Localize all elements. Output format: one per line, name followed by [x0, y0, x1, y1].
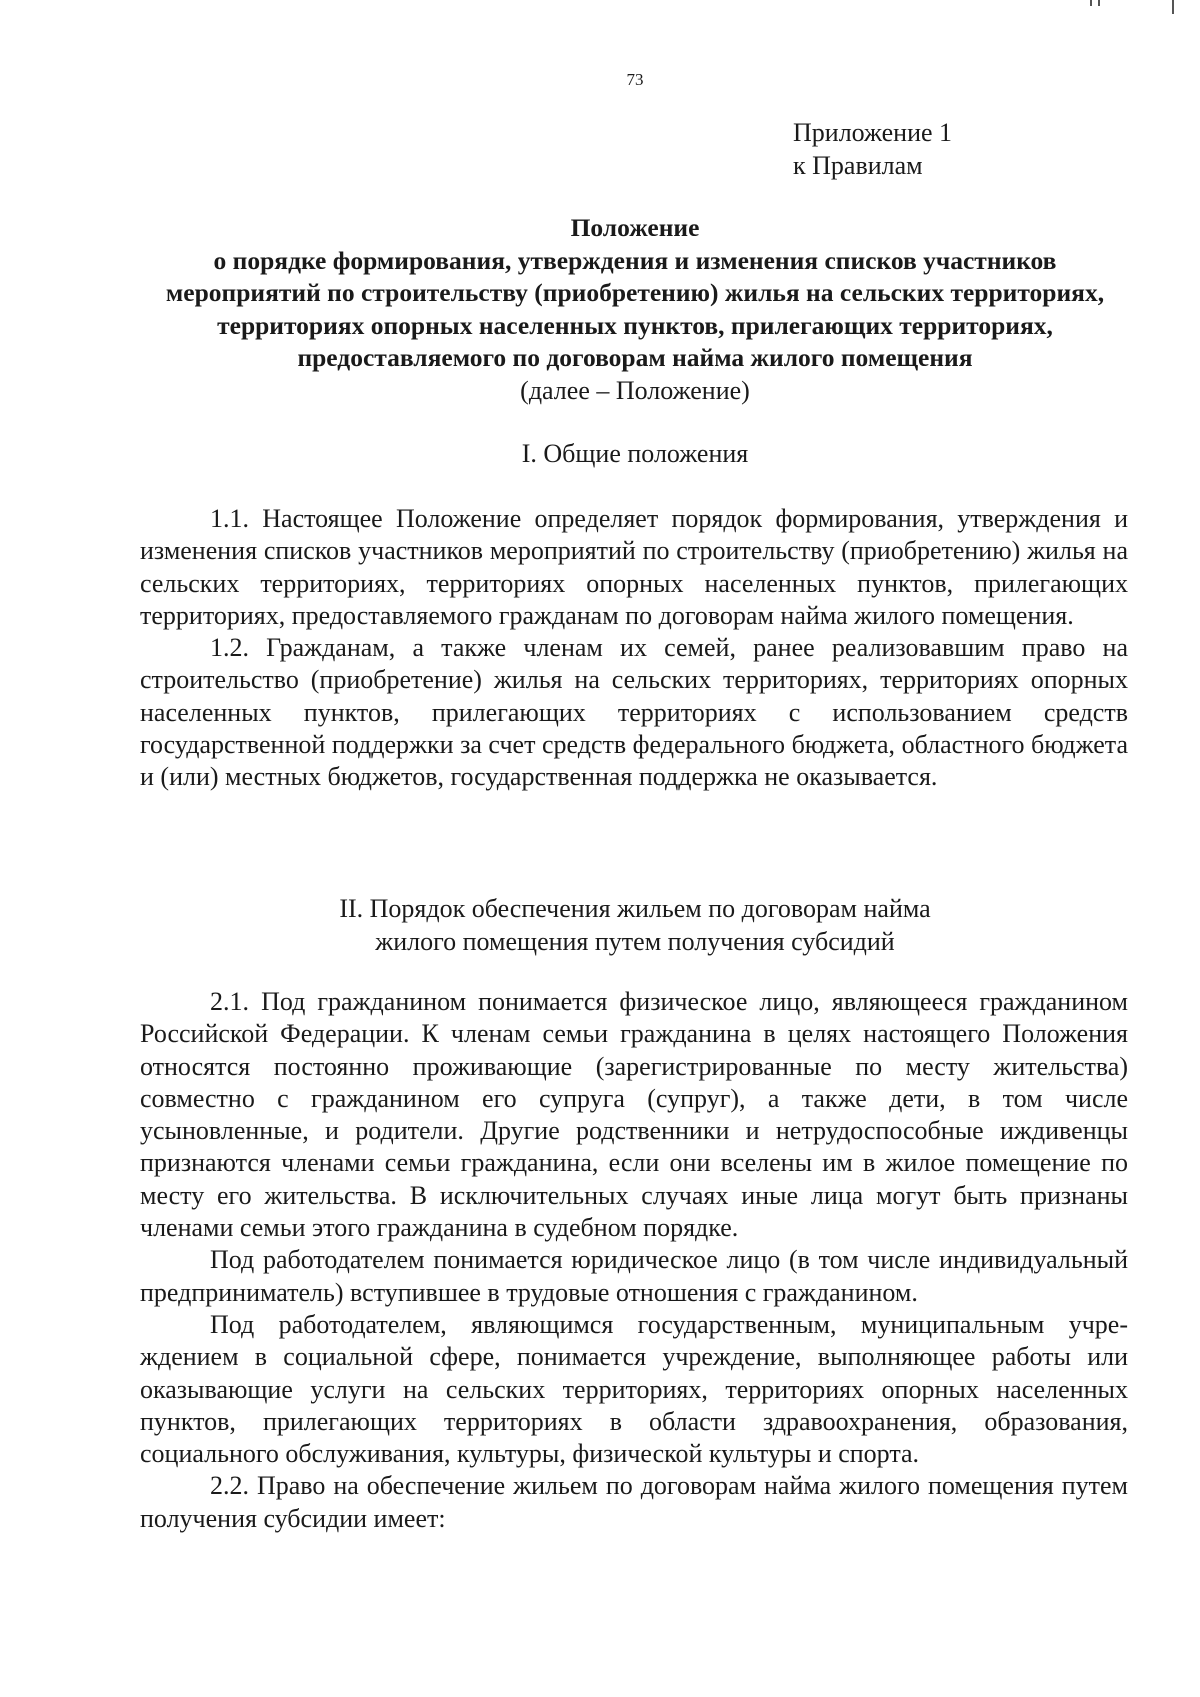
paragraph-2-1: 2.1. Под гражданином понимается физическое лицо, являющееся гражданином Российской Федерации. К членам семьи гражданина в целях настоящего Положения относятся постоянно проживающие (зарегистрированные по месту жительства) совместно с гражданином его супруга (супруг), а также дети, в том числе усыновленные, и родители. Другие родственники и нетрудоспособные иждивенцы признаются членами семьи гражданина, если они вселены им в жилое помещение по месту его жительства. В исключительных случаях иные лица могут быть признаны членами семьи этого гражданина в судебном порядке. — [140, 987, 1128, 1243]
section-1-body — [140, 503, 1128, 794]
section-2-title — [140, 893, 1130, 958]
scan-artifact — [1172, 0, 1174, 14]
section-2-body — [140, 986, 1128, 1535]
paragraph-1-1: 1.1. Настоящее Положение определяет порядок формирования, утверждения и изменения списков участников мероприятий по строительству (приобретению) жилья на сельских территориях, территориях опорных населенных пунктов, прилегающих территориях, предоставляемого гражданам по договорам найма жилого помещения. — [140, 504, 1128, 630]
title-subject: о порядке формирования, утверждения и изменения списков участников мероприятий по строительству (приобретению) жилья на сельских территориях, территориях опорных населенных пунктов, прилегающих территориях, предоставляемого по договорам найма жилого помещения — [165, 245, 1105, 372]
document-title — [145, 212, 1125, 407]
section-1-title: I. Общие положения — [521, 439, 749, 468]
paragraph-2-2: 2.2. Право на обеспечение жильем по договорам найма жилого помещения путем получения субсидии имеет: — [140, 1471, 1128, 1533]
scan-artifact — [1098, 0, 1100, 6]
title-note: (далее – Положение) — [520, 375, 750, 405]
appendix-line-2: к Правилам — [793, 151, 923, 180]
paragraph-state-employer: Под работодателем, являющимся государственным, муниципальным учреждением в социальной сфере, понимается учреждение, выполняющее работы или оказывающие услуги на сельских территориях, территориях опорных населенных пунктов, прилегающих территориях в области здравоохранения, образования, социального обслуживания, культуры, физической культуры и спорта. — [140, 1309, 1128, 1469]
title-heading: Положение — [570, 213, 700, 242]
appendix-reference — [793, 116, 952, 182]
scan-artifact — [1090, 0, 1092, 6]
paragraph-employer: Под работодателем понимается юридическое лицо (в том числе индивидуальный предприниматель) вступившее в трудовые отношения с гражданином. — [140, 1245, 1128, 1307]
page-number: 73 — [626, 70, 644, 89]
paragraph-1-2: 1.2. Гражданам, а также членам их семей, ранее реализовавшим право на строительство (приобретение) жилья на сельских территориях, территориях опорных населенных пунктов, прилегающих территориях с использованием средств государственной поддержки за счет средств федерального бюджета, областного бюджета и (или) местных бюджетов, государственная поддержка не оказывается. — [140, 633, 1128, 792]
section-2-title-line-2: жилого помещения путем получения субсидий — [375, 926, 895, 956]
appendix-line-1: Приложение 1 — [793, 118, 953, 147]
section-2-title-line-1: II. Порядок обеспечения жильем по договорам найма — [339, 894, 931, 923]
